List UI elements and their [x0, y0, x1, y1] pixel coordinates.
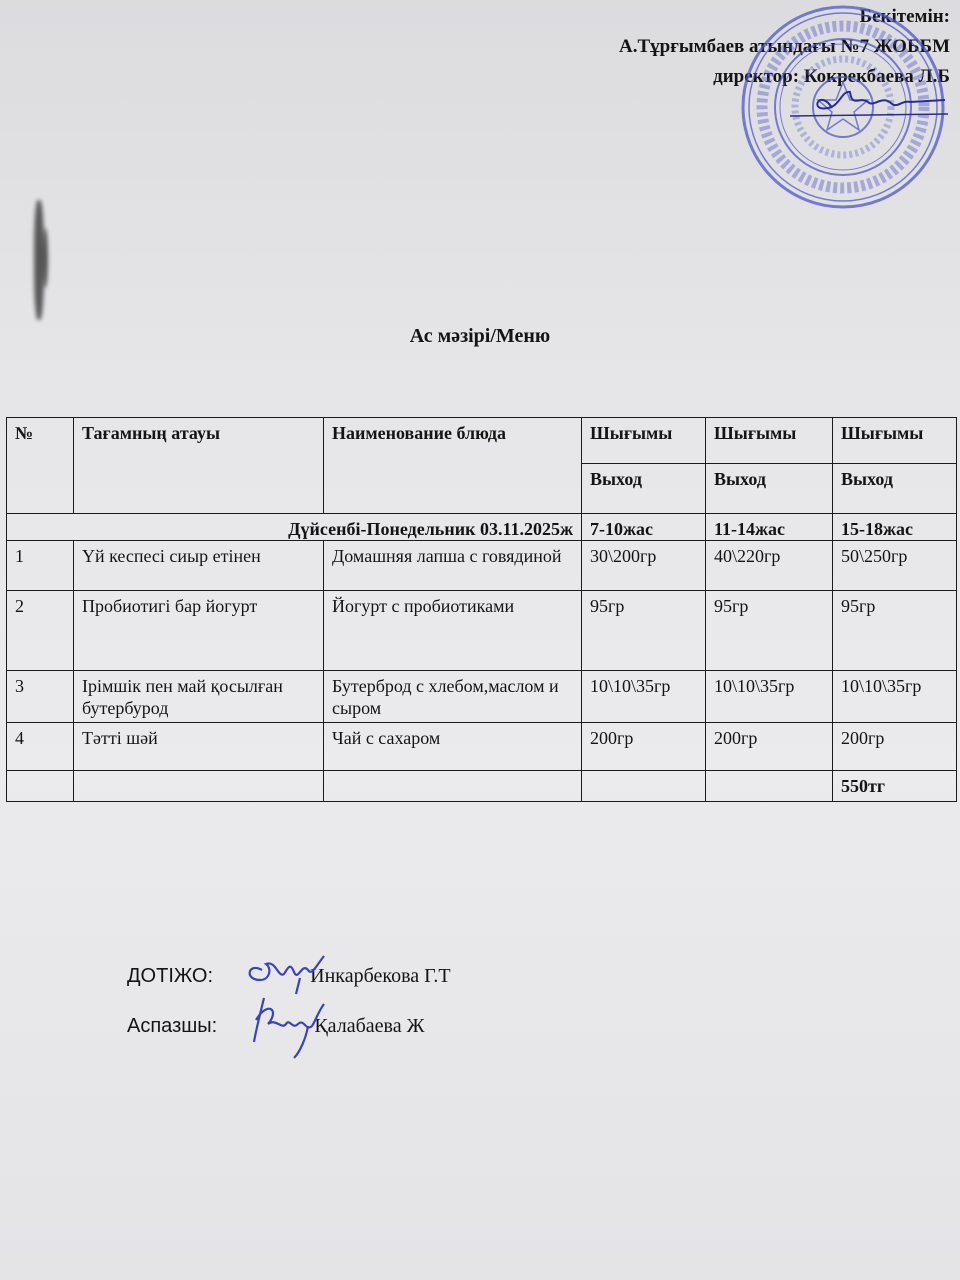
director-signature: [780, 78, 950, 128]
header-dish-name-kz: Тағамның атауы: [74, 418, 324, 514]
dish-name-kz: Тәтті шәй: [74, 723, 324, 771]
output-cell: 10\10\35гр: [833, 671, 957, 723]
row-number: 1: [7, 541, 74, 591]
empty-cell: [324, 771, 582, 802]
header-output-kz: Шығымы: [833, 418, 957, 464]
total-row: [7, 771, 957, 802]
empty-cell: [74, 771, 324, 802]
output-cell: 95гр: [582, 591, 706, 671]
output-cell: 200гр: [706, 723, 833, 771]
dish-name-kz: Ірімшік пен май қосылған бутербурод: [74, 671, 324, 723]
output-cell: 30\200гр: [582, 541, 706, 591]
dotizho-name: Инкарбекова Г.Т: [310, 965, 451, 987]
menu-table: [6, 417, 957, 802]
output-cell: 95гр: [706, 591, 833, 671]
ink-smudge: [42, 228, 48, 288]
dish-name-kz: Пробиотигі бар йогурт: [74, 591, 324, 671]
output-cell: 40\220гр: [706, 541, 833, 591]
header-output-ru: Выход: [833, 464, 957, 514]
age-group: 7-10жас: [582, 514, 706, 541]
dish-name-kz: Үй кеспесі сиыр етінен: [74, 541, 324, 591]
day-label: Дүйсенбі-Понедельник 03.11.2025ж: [7, 514, 582, 541]
table-row: [7, 541, 957, 591]
approval-title: Бекітемін:: [859, 6, 950, 27]
cook-name: Қалабаева Ж: [314, 1015, 425, 1037]
table-row: [7, 671, 957, 723]
approval-director: директор: Кокрекбаева Л.Б: [713, 66, 950, 87]
table-row: [7, 723, 957, 771]
output-cell: 10\10\35гр: [706, 671, 833, 723]
row-number: 3: [7, 671, 74, 723]
empty-cell: [706, 771, 833, 802]
dish-name-ru: Бутерброд с хлебом,маслом и сыром: [324, 671, 582, 723]
page-title: Ас мәзірі/Меню: [409, 325, 551, 347]
row-number: 2: [7, 591, 74, 671]
cook-handwritten-signature: [246, 990, 336, 1062]
output-cell: 200гр: [833, 723, 957, 771]
age-group: 15-18жас: [833, 514, 957, 541]
age-group: 11-14жас: [706, 514, 833, 541]
header-output-kz: Шығымы: [582, 418, 706, 464]
dish-name-ru: Йогурт с пробиотиками: [324, 591, 582, 671]
header-row-1: [7, 418, 957, 464]
total-price: 550тг: [833, 771, 957, 802]
header-output-kz: Шығымы: [706, 418, 833, 464]
header-output-ru: Выход: [582, 464, 706, 514]
empty-cell: [7, 771, 74, 802]
output-cell: 50\250гр: [833, 541, 957, 591]
dish-name-ru: Домашняя лапша с говядиной: [324, 541, 582, 591]
day-row: [7, 514, 957, 541]
header-number: №: [7, 418, 74, 514]
output-cell: 200гр: [582, 723, 706, 771]
header-output-ru: Выход: [706, 464, 833, 514]
row-number: 4: [7, 723, 74, 771]
output-cell: 95гр: [833, 591, 957, 671]
dotizho-label: ДОТІЖО:: [127, 965, 214, 987]
table-row: [7, 591, 957, 671]
dish-name-ru: Чай с сахаром: [324, 723, 582, 771]
output-cell: 10\10\35гр: [582, 671, 706, 723]
header-dish-name-ru: Наименование блюда: [324, 418, 582, 514]
dotizho-handwritten-signature: [240, 948, 330, 996]
empty-cell: [582, 771, 706, 802]
approval-school: А.Тұрғымбаев атындағы №7 ЖОББМ: [619, 36, 950, 57]
cook-label: Аспазшы:: [127, 1015, 218, 1037]
